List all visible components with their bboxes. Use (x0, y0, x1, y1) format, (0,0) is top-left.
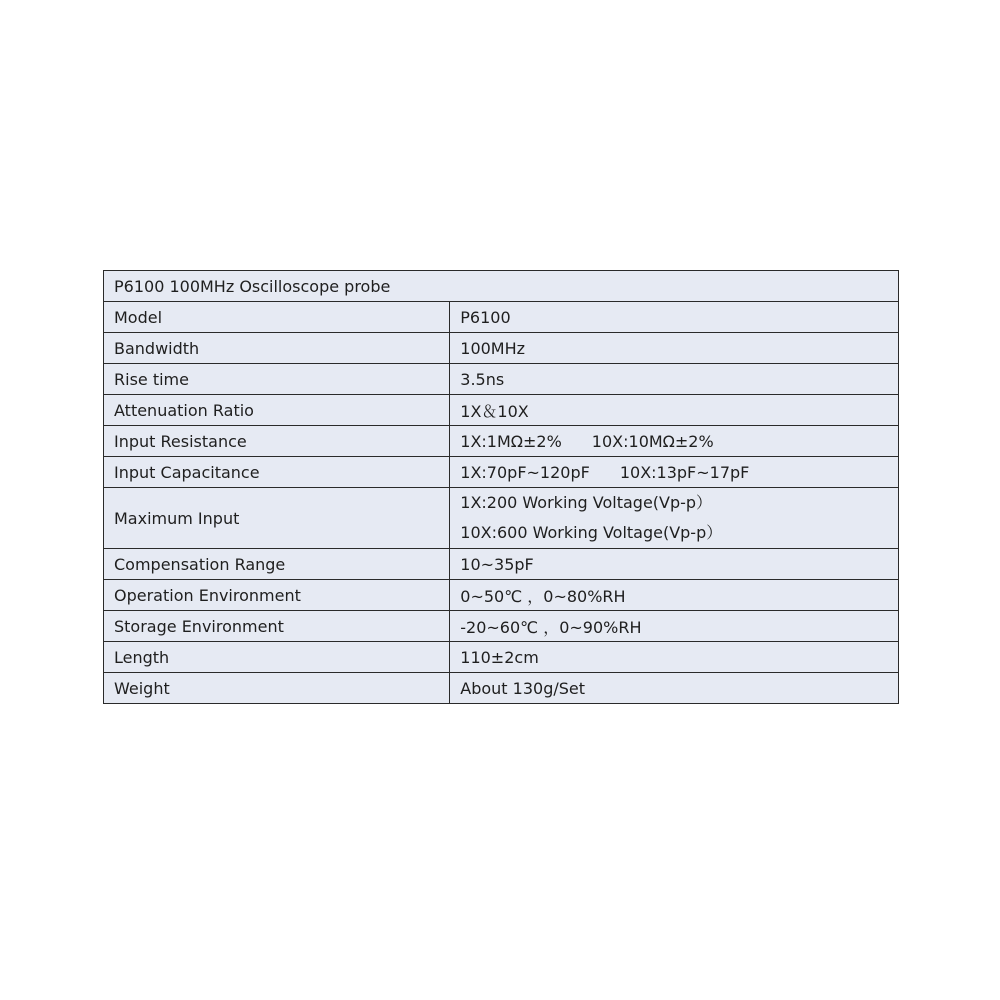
value-1x: 1X:200 Working Voltage(Vp-p） (460, 493, 713, 512)
row-value: 100MHz (450, 333, 899, 364)
value-1x: 1X:1MΩ±2% (460, 431, 562, 451)
row-label: Attenuation Ratio (104, 395, 450, 426)
value-10x: 10X:10MΩ±2% (591, 431, 714, 451)
value-1x: 1X:70pF~120pF (460, 462, 590, 482)
row-label: Storage Environment (104, 611, 450, 642)
table-row (104, 364, 899, 395)
row-value: 10~35pF (450, 549, 899, 580)
row-label: Compensation Range (104, 549, 450, 580)
row-value: 0~50℃ ，0~80%RH (450, 580, 899, 611)
table-title: P6100 100MHz Oscilloscope probe (104, 271, 899, 302)
row-value (450, 488, 899, 549)
table-row (104, 642, 899, 673)
row-value: 3.5ns (450, 364, 899, 395)
row-value (450, 457, 899, 488)
row-label: Weight (104, 673, 450, 704)
row-label: Input Resistance (104, 426, 450, 457)
row-value: About 130g/Set (450, 673, 899, 704)
row-value: -20~60℃ ，0~90%RH (450, 611, 899, 642)
row-value: 1X＆10X (450, 395, 899, 426)
row-label: Input Capacitance (104, 457, 450, 488)
row-label: Maximum Input (104, 488, 450, 549)
spec-table (103, 270, 899, 704)
row-label: Operation Environment (104, 580, 450, 611)
table-row (104, 457, 899, 488)
table-row (104, 673, 899, 704)
table-row (104, 333, 899, 364)
row-value: 110±2cm (450, 642, 899, 673)
row-label: Model (104, 302, 450, 333)
table-row (104, 488, 899, 549)
value-10x: 10X:600 Working Voltage(Vp-p） (460, 523, 723, 542)
row-value: P6100 (450, 302, 899, 333)
row-label: Bandwidth (104, 333, 450, 364)
row-label: Length (104, 642, 450, 673)
table-row (104, 549, 899, 580)
table-row (104, 426, 899, 457)
table-title-row (104, 271, 899, 302)
row-label: Rise time (104, 364, 450, 395)
row-value (450, 426, 899, 457)
table-row (104, 302, 899, 333)
table-row (104, 395, 899, 426)
table-row (104, 611, 899, 642)
table-row (104, 580, 899, 611)
value-10x: 10X:13pF~17pF (619, 462, 750, 482)
